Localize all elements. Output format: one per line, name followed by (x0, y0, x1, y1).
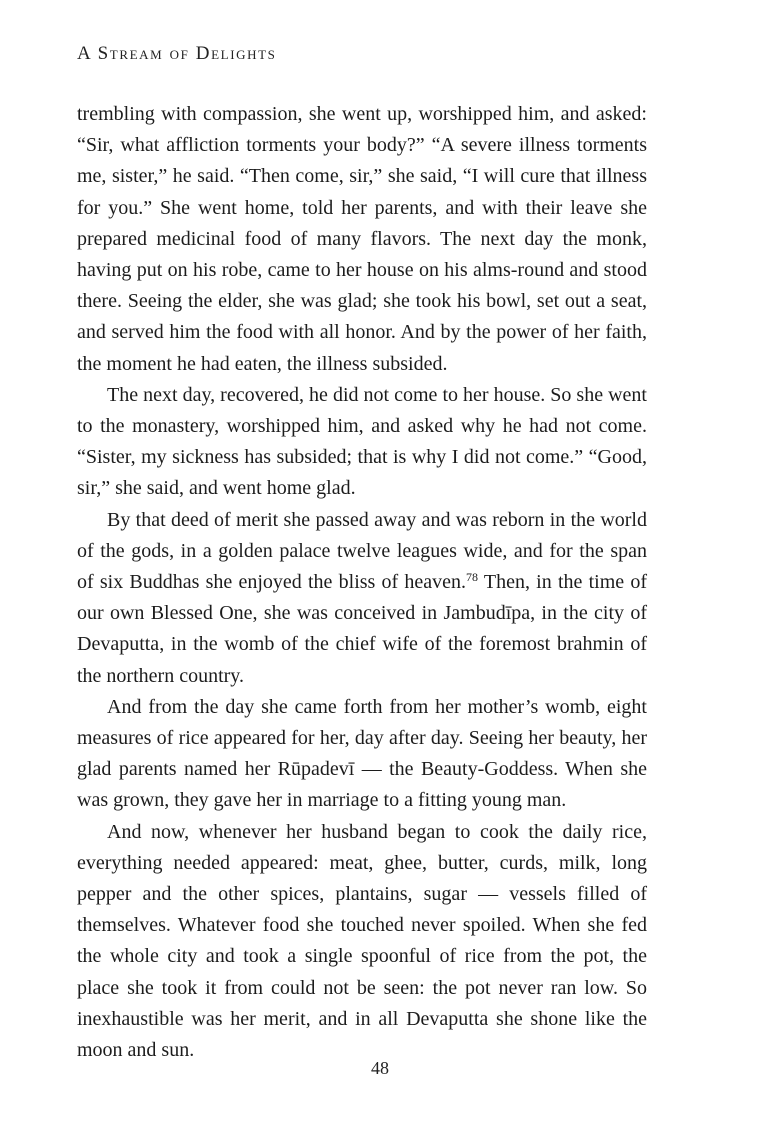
paragraph-5 (77, 817, 647, 1067)
paragraph-3-text-after-note: Then, in the time of our own Blessed One, she was conceived in Jambudīpa, in the city of Devaputta, in the womb of the chief wife of the foremost brahmin of the northern country. (77, 571, 647, 687)
paragraph-4-text: And from the day she came forth from her mother’s womb, eight measures of rice appeared for her, day after day. Seeing her beauty, her glad parents named her Rūpadevī — the Beauty-Goddess. When she was grown, they gave her in marriage to a fitting young man. (77, 695, 647, 812)
paragraph-3-text-before-note: By that deed of merit she passed away and was reborn in the world of the gods, in a golden palace twelve leagues wide, and for the span of six Buddhas she enjoyed the bliss of heaven. (77, 508, 647, 594)
running-head-title: A Stream of Delights (77, 43, 277, 64)
paragraph-3 (77, 505, 647, 692)
page-number: 48 (371, 1058, 389, 1078)
paragraph-4 (77, 692, 647, 817)
paragraph-1-text: trembling with compassion, she went up, worshipped him, and asked: “Sir, what affliction torments your body?” “A severe illness torments me, sister,” he said. “Then come, sir,” she said, “I will cure that illness for you.” She went home, told her parents, and with their leave she prepared medicinal food of many flavors. The next day the monk, having put on his robe, came to her house on his alms-round and stood there. Seeing the elder, she was glad; she took his bowl, set out a seat, and served him the food with all honor. And by the power of her faith, the moment he had eaten, the illness subsided. (77, 103, 647, 375)
paragraph-2-text: The next day, recovered, he did not come to her house. So she went to the monastery, worshipped him, and asked why he had not come. “Sister, my sickness has subsided; that is why I did not come.” “Good, sir,” she said, and went home glad. (77, 383, 647, 500)
paragraph-5-text: And now, whenever her husband began to cook the daily rice, everything needed appeared: meat, ghee, butter, curds, milk, long pepper and the other spices, plantains, sugar — vessels filled of themselves. Whatever food she touched never spoiled. When she fed the whole city and took a single spoonful of rice from the pot, the place she took it from could not be seen: the pot never ran low. So inexhaustible was her merit, and in all Devaputta she shone like the moon and sun. (77, 820, 647, 1062)
footnote-marker[interactable]: 78 (466, 570, 479, 585)
paragraph-2 (77, 380, 647, 505)
body-text (77, 99, 647, 1066)
paragraph-1 (77, 99, 647, 380)
